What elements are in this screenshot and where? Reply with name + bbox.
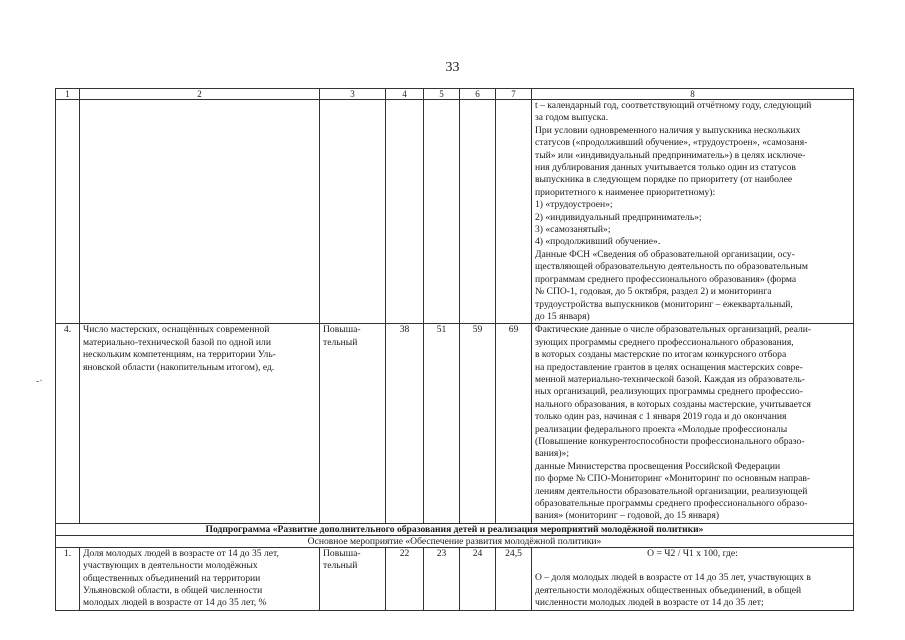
text-line: образовательные программы среднего профессионального образо- (535, 498, 808, 509)
text-line: деятельности молодёжных общественных объединений, в общей (535, 584, 802, 596)
text-line: Повыша- (323, 324, 361, 336)
header-cell: 4 (386, 89, 424, 100)
text-line: до 15 января) (535, 310, 590, 322)
text-line: 4) «продолживший обучение». (535, 236, 661, 248)
text-line: за годом выпуска. (535, 112, 608, 124)
text-line: (Повышение конкурентоспособности профессионального образо- (535, 435, 805, 447)
header-cell: 5 (424, 89, 460, 100)
main-activity-row (56, 535, 854, 547)
text-line: вания)»; (535, 448, 569, 460)
indicator-description (532, 324, 854, 524)
text-line: 3) «самозанятый»; (535, 224, 611, 236)
text-line: численности молодых людей в возрасте от 14 до 35 лет; (535, 597, 764, 609)
text-line: t – календарный год, соответствующий отчётному году, следующий (535, 100, 812, 111)
indicator-name (80, 547, 320, 610)
text-line: участвующих в деятельности молодёжных (83, 560, 258, 572)
text-line: Повыша- (323, 547, 361, 559)
text-line: реализации федерального проекта «Молодые профессионалы (535, 423, 788, 435)
text-line: Доля молодых людей в возрасте от 14 до 35 лет, (83, 547, 279, 559)
text-line: яновской области (накопительным итогом), ед. (83, 361, 275, 373)
header-cell: 8 (532, 89, 854, 100)
text-line: молодых людей в возрасте от 14 до 35 лет, % (83, 597, 267, 609)
text-line: тый» или «индивидуальный предприниматель») в целях исключе- (535, 149, 806, 161)
text-line: выпускника в следующем порядке по приоритету (от наиболее (535, 174, 793, 186)
text-line: Данные ФСН «Сведения об образовательной организации, осу- (535, 248, 795, 260)
text-line: нескольким компетенциям, на территории Уль- (83, 349, 276, 361)
text-line: нального образования, в которых созданы мастерские, учитывается (535, 398, 811, 410)
formula: О = Ч2 / Ч1 х 100, где: (647, 547, 738, 559)
value-col-7: 24,5 (496, 547, 532, 610)
text-line: общественных объединений на территории (83, 572, 261, 584)
value-col-5: 51 (424, 324, 460, 524)
text-line: по форме № СПО-Мониторинг «Мониторинг по основным направ- (535, 473, 811, 485)
indicator-name (80, 324, 320, 524)
indicator-type (320, 324, 386, 524)
header-cell: 1 (56, 89, 80, 100)
text-line: менной материально-технической базой. Каждая из образователь- (535, 373, 805, 385)
continuation-row (56, 100, 854, 324)
table-header-row (56, 89, 854, 100)
subprogram-title: Подпрограмма «Развитие дополнительного образования детей и реализация мероприятий молодёжной политики» (56, 523, 854, 535)
indicator-description (532, 547, 854, 610)
value-col-4: 38 (386, 324, 424, 524)
page-number: 33 (445, 60, 460, 75)
header-cell: 2 (80, 89, 320, 100)
value-col-7: 69 (496, 324, 532, 524)
text-line: трудоустройства выпускников (мониторинг – ежеквартальный, (535, 298, 793, 310)
text-line: программам среднего профессионального образования» (форма (535, 273, 797, 285)
text-line: только один раз, начиная с 1 января 2019 года и до окончания (535, 411, 787, 423)
header-cell: 7 (496, 89, 532, 100)
text-line: статусов («продолживший обучение», «трудоустроен», «самозаня- (535, 137, 808, 149)
indicator-row-4 (56, 324, 854, 524)
text-line: Ульяновской области, в общей численности (83, 585, 263, 597)
text-line: О – доля молодых людей в возрасте от 14 до 35 лет, участвующих в (535, 572, 811, 584)
text-line: тельный (323, 560, 358, 572)
value-col-4: 22 (386, 547, 424, 610)
value-col-5: 23 (424, 547, 460, 610)
text-line: приоритетного к наименее приоритетному): (535, 186, 716, 198)
text-line: вания» (мониторинг – годовой, до 15 января) (535, 510, 720, 522)
text-line: зующих программы среднего профессионального образования, (535, 336, 794, 348)
text-line: на предоставление грантов в целях оснащения мастерских совре- (535, 361, 803, 373)
text-line: При условии одновременного наличия у выпускника нескольких (535, 124, 801, 136)
text-line: ния дублирования данных учитывается только один из статусов (535, 162, 796, 174)
main-activity-title: Основное мероприятие «Обеспечение развития молодёжной политики» (56, 535, 854, 547)
text-line: 2) «индивидуальный предприниматель»; (535, 211, 702, 223)
text-line: ных организаций, реализующих программы среднего профессио- (535, 386, 803, 398)
text-line: материально-технической базой по одной или (83, 336, 271, 348)
subprogram-row (56, 523, 854, 535)
text-line: 1) «трудоустроен»; (535, 199, 613, 211)
indicator-row-1 (56, 547, 854, 610)
header-cell: 6 (460, 89, 496, 100)
header-cell: 3 (320, 89, 386, 100)
text-line: данные Министерства просвещения Российской Федерации (535, 460, 781, 472)
text-line: Число мастерских, оснащённых современной (83, 324, 270, 336)
indicators-table (55, 88, 854, 611)
text-line: № СПО-1, годовая, до 5 октября, раздел 2) и мониторинга (535, 286, 772, 298)
continuation-description (532, 100, 854, 324)
indicator-type (320, 547, 386, 610)
value-col-6: 59 (460, 324, 496, 524)
text-line: тельный (323, 336, 358, 348)
row-number: 4. (56, 324, 80, 524)
text-line: лениям деятельности образовательной организации, реализующей (535, 485, 808, 497)
margin-mark: -· (36, 376, 43, 387)
value-col-6: 24 (460, 547, 496, 610)
text-line: Фактические данные о числе образовательных организаций, реали- (535, 324, 812, 336)
text-line: ществляющей образовательную деятельность по образовательным (535, 261, 808, 273)
row-number: 1. (56, 547, 80, 610)
text-line: в которых созданы мастерские по итогам конкурсного отбора (535, 349, 787, 361)
